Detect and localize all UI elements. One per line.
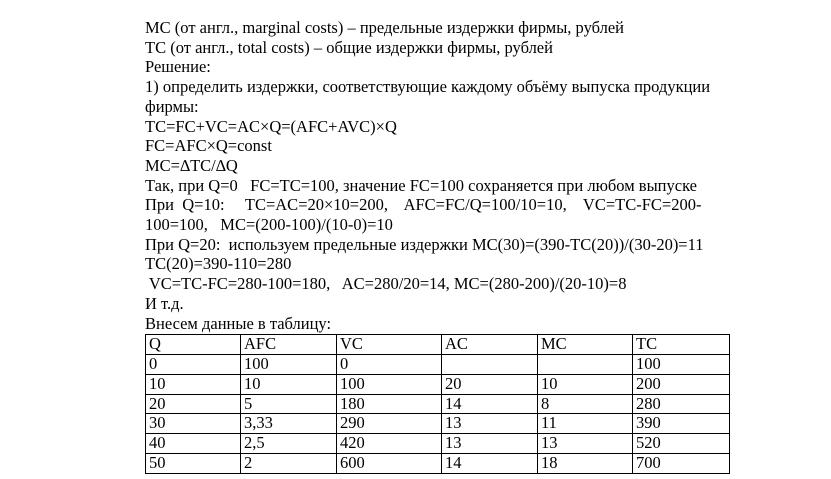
table-cell bbox=[538, 355, 633, 375]
header-cell-vc: VC bbox=[337, 335, 442, 355]
case-q10: При Q=10: TC=AC=20×10=200, AFC=FC/Q=100/10=10, VC=TC-FC=200- bbox=[145, 195, 702, 215]
table-cell: 290 bbox=[337, 414, 442, 434]
table-cell: 600 bbox=[337, 454, 442, 474]
table-row bbox=[146, 355, 730, 375]
table-cell: 40 bbox=[146, 434, 241, 454]
table-cell: 13 bbox=[442, 434, 538, 454]
table-cell: 100 bbox=[337, 374, 442, 394]
definition-mc: MC (от англ., marginal costs) – предельные издержки фирмы, рублей bbox=[145, 18, 624, 37]
table-row bbox=[146, 434, 730, 454]
table-header-row bbox=[146, 335, 730, 355]
table-cell: 700 bbox=[633, 454, 730, 474]
etc-text: И т.д. bbox=[145, 293, 184, 313]
table-cell: 5 bbox=[241, 394, 337, 414]
table-cell: 3,33 bbox=[241, 414, 337, 434]
table-cell: 30 bbox=[146, 414, 241, 434]
table-row bbox=[146, 414, 730, 434]
table-cell: 14 bbox=[442, 454, 538, 474]
header-cell-afc: AFC bbox=[241, 335, 337, 355]
table-cell: 420 bbox=[337, 434, 442, 454]
solution-heading: Решение: bbox=[145, 57, 211, 77]
step-1-text: 1) определить издержки, соответствующие каждому объёму выпуска продукции bbox=[145, 77, 711, 97]
formula-mc: MC=∆TC/∆Q bbox=[145, 155, 238, 175]
table-cell: 8 bbox=[538, 394, 633, 414]
table-cell: 520 bbox=[633, 434, 730, 454]
header-cell-mc: MC bbox=[538, 335, 633, 355]
table-cell: 100 bbox=[633, 355, 730, 375]
table-cell: 11 bbox=[538, 414, 633, 434]
table-cell: 0 bbox=[337, 355, 442, 375]
table-cell: 20 bbox=[442, 374, 538, 394]
table-cell: 10 bbox=[538, 374, 633, 394]
table-row bbox=[146, 374, 730, 394]
table-cell: 180 bbox=[337, 394, 442, 414]
table-row bbox=[146, 394, 730, 414]
table-cell: 50 bbox=[146, 454, 241, 474]
document-page bbox=[145, 18, 815, 474]
table-cell: 20 bbox=[146, 394, 241, 414]
formula-fc: FC=AFC×Q=const bbox=[145, 136, 272, 156]
step-1-text-cont: фирмы: bbox=[145, 96, 199, 116]
table-cell: 14 bbox=[442, 394, 538, 414]
table-cell: 2 bbox=[241, 454, 337, 474]
table-cell: 10 bbox=[241, 374, 337, 394]
table-cell: 0 bbox=[146, 355, 241, 375]
table-cell: 280 bbox=[633, 394, 730, 414]
table-cell: 2,5 bbox=[241, 434, 337, 454]
table-cell: 100 bbox=[241, 355, 337, 375]
table-cell bbox=[442, 355, 538, 375]
table-cell: 13 bbox=[442, 414, 538, 434]
header-cell-ac: AC bbox=[442, 335, 538, 355]
table-cell: 18 bbox=[538, 454, 633, 474]
table-row bbox=[146, 454, 730, 474]
case-q0: Так, при Q=0 FC=TC=100, значение FC=100 сохраняется при любом выпуске bbox=[145, 175, 698, 195]
table-cell: 10 bbox=[146, 374, 241, 394]
table-intro: Внесем данные в таблицу: bbox=[145, 313, 332, 333]
cost-table bbox=[145, 334, 730, 474]
definition-tc: TC (от англ., total costs) – общие издержки фирмы, рублей bbox=[145, 37, 553, 57]
case-q20-vc: VC=TC-FC=280-100=180, AC=280/20=14, MC=(280-200)/(20-10)=8 bbox=[145, 274, 627, 294]
case-q10-cont: 100=100, MC=(200-100)/(10-0)=10 bbox=[145, 215, 393, 235]
table-cell: 13 bbox=[538, 434, 633, 454]
table-cell: 200 bbox=[633, 374, 730, 394]
case-q20: При Q=20: используем предельные издержки MC(30)=(390-TC(20))/(30-20)=11 bbox=[145, 234, 704, 254]
header-cell-tc: TC bbox=[633, 335, 730, 355]
formula-tc: TC=FC+VC=AC×Q=(AFC+AVC)×Q bbox=[145, 116, 397, 136]
table-cell: 390 bbox=[633, 414, 730, 434]
header-cell-q: Q bbox=[146, 335, 241, 355]
case-q20-tc: TC(20)=390-110=280 bbox=[145, 254, 292, 274]
